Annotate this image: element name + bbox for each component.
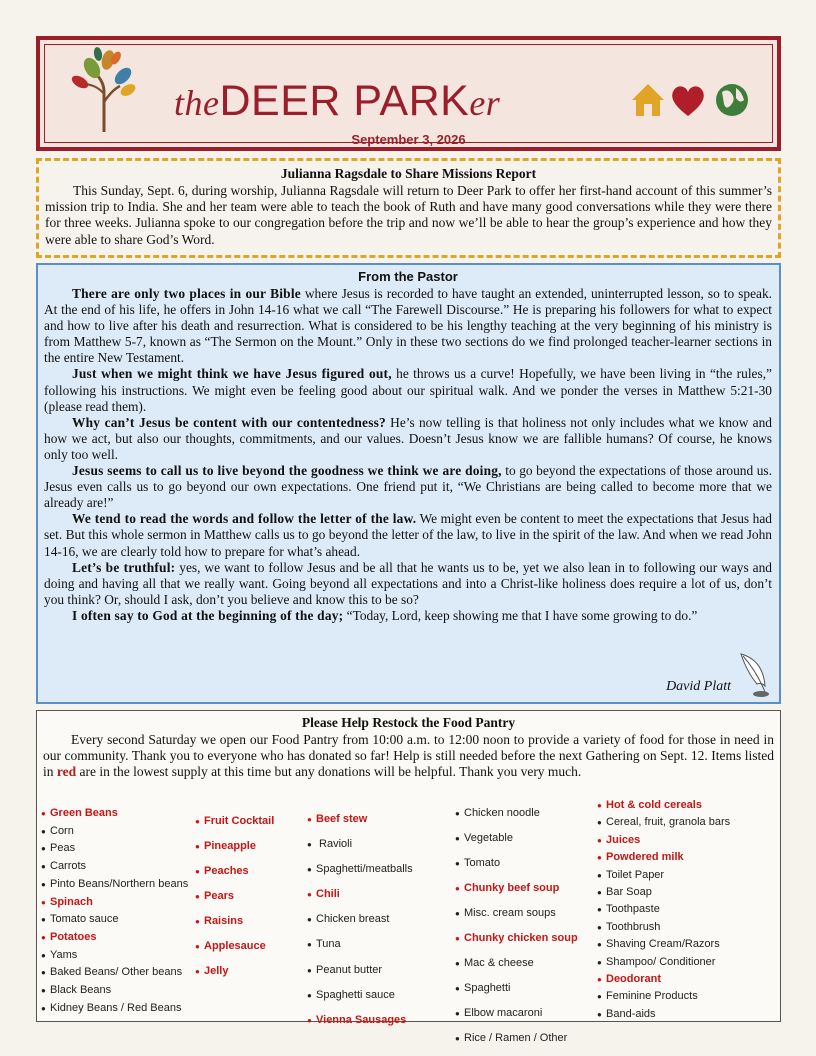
bullet-icon: ● [307,840,312,850]
pantry-column-household [597,797,730,1023]
pantry-item [195,959,274,984]
pantry-item-label: Toilet Paper [606,868,665,881]
missions-section [36,158,781,258]
masthead-icons [628,80,752,120]
missions-body: This Sunday, Sept. 6, during worship, Julianna Ragsdale will return to Deer Park to offer her first-hand account of this summer’s mission trip to India. She and her team were able to teach the book of Ruth and have many good conversations while they were there for three weeks. Julianna spoke to our congregation before the trip and now we’ll be able to hear the group’s experience and how they were able to share God’s Word. [45,183,772,247]
bullet-icon: ● [195,842,200,851]
pantry-item [41,964,188,982]
pantry-item-label: Beef stew [316,813,368,825]
bullet-icon: ● [41,932,46,942]
bullet-icon: ● [195,917,200,926]
bullet-icon: ● [41,968,46,978]
pantry-item [41,840,188,858]
pantry-item [41,805,188,823]
bullet-icon: ● [597,818,602,828]
pantry-item-label: Juices [606,833,641,846]
pantry-body-text: are in the lowest supply at this time but any donations will be helpful. Thank you very much. [76,764,582,780]
pantry-item [41,858,188,876]
pantry-item [307,983,413,1008]
issue-date: September 3, 2026 [351,132,466,147]
pantry-item [195,859,274,884]
pantry-item [597,1006,730,1023]
pantry-column-soups [455,801,578,1051]
pantry-item [41,823,188,841]
pantry-item [597,936,730,953]
title-the: the [174,83,220,123]
bullet-icon: ● [41,844,46,854]
bullet-icon: ● [41,809,46,818]
paragraph-lead: Why can’t Jesus be content with our contentedness? [72,414,386,430]
pantry-item [455,951,578,976]
home-icon [632,84,664,116]
pantry-item-label: Pinto Beans/Northern beans [50,877,189,890]
pantry-item [41,982,188,1000]
pantry-item [455,926,578,951]
bullet-icon: ● [597,888,602,898]
tree-logo-icon [68,46,140,134]
pantry-body [43,732,774,781]
pantry-item [307,882,413,907]
pantry-item-label: Chicken noodle [464,807,540,819]
pantry-item [597,884,730,901]
pantry-item-label: Kidney Beans / Red Beans [50,1001,182,1014]
bullet-icon: ● [307,990,312,1000]
bullet-icon: ● [41,862,46,872]
bullet-icon: ● [41,879,46,889]
pantry-item [307,832,413,857]
bullet-icon: ● [41,986,46,996]
paragraph-text: where Jesus is recorded to have taught an extended, uninterrupted lesson, so to speak. At the end of his life, he offers in John 14-16 what we call “The Farewell Discourse.” He is preparing his followers for what to expect and how to live after his death and resurrection. What is considered to be his lengthy teaching at the very beginning of his ministry is from Matthew 5-7, known as “The Sermon on the Mount.” Only in these two sections do we find prolonged teacher-learner sections in the entire New Testament. [44,286,773,366]
pantry-item [41,929,188,947]
pantry-item-label: Peaches [204,865,249,877]
pantry-column-fruit [195,809,274,984]
pantry-item-label: Tomato sauce [50,913,119,926]
pantry-item-label: Pears [204,890,234,902]
bullet-icon: ● [195,942,200,951]
pantry-item-label: Green Beans [50,807,118,819]
bullet-icon: ● [455,984,460,993]
pantry-item [455,901,578,926]
pantry-item-label: Chili [316,888,340,901]
pantry-item-label: Toothbrush [606,920,661,933]
bullet-icon: ● [597,940,602,950]
title-er: er [469,83,501,123]
paragraph-text: “Today, Lord, keep showing me that I have some growing to do.” [343,607,698,623]
bullet-icon: ● [597,835,602,845]
bullet-icon: ● [455,1034,460,1043]
pantry-item [597,797,730,814]
pantry-item-label: Raisins [204,915,244,927]
paragraph-text: he throws us a curve! Hopefully, we have been living in “the rules,” following his instructions. We might even be feeling good about our spiritual walk. And we ponder the verses in Matthew 5:21-30 (please read them). [44,366,772,414]
pantry-item [307,958,413,983]
pantry-item-label: Tuna [316,938,341,951]
pantry-item-label: Jelly [204,965,229,977]
pantry-item [597,971,730,988]
pantry-item [455,1026,578,1051]
pantry-item-label: Carrots [50,860,87,873]
bullet-icon: ● [41,915,46,925]
pantry-item-label: Peas [50,842,76,855]
pantry-item [307,807,413,832]
pastor-section [36,263,781,704]
bullet-icon: ● [597,957,602,967]
bullet-icon: ● [307,890,312,900]
pantry-item-label: Spaghetti [464,982,511,994]
pastor-paragraph [44,463,772,511]
pantry-item [597,814,730,831]
pantry-item [41,876,188,894]
bullet-icon: ● [307,1015,312,1025]
bullet-icon: ● [41,950,46,960]
bullet-icon: ● [455,834,460,843]
bullet-icon: ● [455,959,460,968]
bullet-icon: ● [41,897,46,907]
pantry-body-red: red [56,764,77,780]
pantry-item [455,976,578,1001]
bullet-icon: ● [455,1009,460,1018]
pantry-item [307,1008,413,1033]
globe-icon [716,84,748,116]
pantry-item-label: Spinach [50,895,93,908]
quill-icon [735,652,771,698]
pantry-item [597,849,730,866]
pantry-item-label: Potatoes [50,930,97,943]
bullet-icon: ● [195,892,200,901]
pastor-paragraph [44,415,772,463]
pantry-item [455,1001,578,1026]
pantry-item [307,857,413,882]
pantry-item-label: Corn [50,824,74,837]
bullet-icon: ● [597,853,602,863]
pantry-item [195,809,274,834]
bullet-icon: ● [307,940,312,950]
paragraph-text: We might even be content to meet the expectations that Jesus had set. But this whole sermon in Matthew calls us to go beyond the letter of the law, to live in the spirit of the law. And when we read John 14-16, we are clearly told how to prepare for what’s ahead. [44,511,772,559]
pantry-item [455,801,578,826]
paragraph-lead: We tend to read the words and follow the letter of the law. [72,511,417,527]
pantry-item-label: Shaving Cream/Razors [606,938,720,951]
pantry-body-text: Every second Saturday we open our Food Pantry from 10:00 a.m. to 12:00 noon to provide a variety of food for those in need in our community. Thank you to everyone who has donated so far! Help is still needed before the next Gathering on Sept. 12. Items listed in [43,732,774,780]
pantry-item [597,901,730,918]
pantry-item-label: Vegetable [464,832,513,844]
pantry-item-label: Fruit Cocktail [204,815,275,827]
bullet-icon: ● [455,934,460,943]
paragraph-lead: I often say to God at the beginning of the day; [72,607,344,623]
pantry-item-label: Applesauce [204,940,266,952]
bullet-icon: ● [455,884,460,893]
pastor-paragraph [44,366,772,414]
paragraph-text: to go beyond the expectations of those around us. Jesus even calls us to go beyond our own expectations. One friend put it, “We Christians are being called to become more that we already are!” [44,463,772,511]
pantry-item-label: Bar Soap [606,886,652,899]
pantry-item-label: Ravioli [316,838,353,851]
pantry-item-label: Spaghetti sauce [316,988,395,1001]
pantry-item-label: Powdered milk [606,851,684,864]
pantry-item-label: Pineapple [204,840,256,852]
bullet-icon: ● [597,801,602,810]
pantry-column-meals [307,807,413,1033]
pantry-item [597,988,730,1005]
bullet-icon: ● [455,909,460,918]
pantry-item-label: Feminine Products [606,990,698,1003]
bullet-icon: ● [455,859,460,868]
bullet-icon: ● [307,815,312,824]
pantry-item [597,954,730,971]
bullet-icon: ● [41,1003,46,1013]
paragraph-lead: There are only two places in our Bible [72,286,301,301]
pantry-item [455,826,578,851]
pantry-item [455,851,578,876]
pantry-item [597,919,730,936]
paragraph-lead: Let’s be truthful: [72,559,176,575]
pantry-item-label: Chicken breast [316,913,390,926]
bullet-icon: ● [307,915,312,925]
pantry-section [36,710,781,1044]
bullet-icon: ● [597,992,602,1002]
pastor-paragraph [44,286,772,366]
pantry-item-label: Misc. cream soups [464,907,556,919]
pantry-item-label: Yams [50,948,78,961]
pantry-column-vegetables [41,805,188,1017]
pantry-item-label: Chunky beef soup [464,882,560,894]
pastor-signature: David Platt [666,679,731,694]
pantry-item-label: Baked Beans/ Other beans [50,966,183,979]
heart-icon [672,86,704,116]
pantry-item [455,876,578,901]
pantry-item-label: Vienna Sausages [316,1013,407,1026]
pantry-item-label: Black Beans [50,984,112,997]
pantry-item-label: Tomato [464,857,501,869]
pantry-item-label: Peanut butter [316,963,383,976]
pantry-item-label: Chunky chicken soup [464,932,578,944]
paragraph-lead: Just when we might think we have Jesus figured out, [72,366,392,382]
missions-title: Julianna Ragsdale to Share Missions Report [280,166,537,181]
pantry-item-label: Shampoo/ Conditioner [606,955,716,968]
pantry-item-label: Rice / Ramen / Other [464,1032,568,1044]
paragraph-text: yes, we want to follow Jesus and be all that he wants us to be, yet we also lean in to following our ways and doing and having all that we really want. Going beyond all expectations and into a Christ-like holiness does require a lot of us, don’t you think? Or, should I ask, don’t you believe and know this to be so? [44,559,772,607]
bullet-icon: ● [597,922,602,932]
pantry-item [195,884,274,909]
pantry-item-label: Toothpaste [606,903,660,916]
pantry-item [597,867,730,884]
pantry-item [307,932,413,957]
pantry-item [195,834,274,859]
bullet-icon: ● [307,965,312,975]
pantry-item-label: Mac & cheese [464,957,534,969]
bullet-icon: ● [195,967,200,976]
newsletter-title [174,77,501,125]
bullet-icon: ● [597,905,602,915]
bullet-icon: ● [195,867,200,876]
pantry-item-label: Cereal, fruit, granola bars [606,816,731,829]
pantry-item [41,894,188,912]
pantry-item-label: Elbow macaroni [464,1007,543,1019]
pastor-title: From the Pastor [358,269,458,284]
pantry-item-label: Deodorant [606,973,661,986]
pantry-item [41,947,188,965]
bullet-icon: ● [597,975,602,985]
pantry-title: Please Help Restock the Food Pantry [301,715,516,730]
pantry-item-label: Spaghetti/meatballs [316,863,413,876]
pantry-item [41,1000,188,1018]
paragraph-text: He’s now telling is that holiness not only includes what we know and how we act, but also our thoughts, commitments, and our values. Doesn’t Jesus know we are fallible humans? Of course, he knows only too well. [44,414,772,462]
pastor-paragraph [44,511,772,559]
masthead [36,36,781,151]
bullet-icon: ● [41,826,46,836]
pantry-item [195,934,274,959]
bullet-icon: ● [597,1009,602,1019]
pantry-item [597,832,730,849]
bullet-icon: ● [307,865,312,875]
bullet-icon: ● [195,817,200,826]
pastor-paragraph [44,560,772,608]
bullet-icon: ● [455,809,460,818]
pastor-paragraph [44,608,772,624]
pantry-item-label: Hot & cold cereals [606,799,702,811]
pantry-item [195,909,274,934]
pantry-item-label: Band-aids [606,1007,656,1020]
bullet-icon: ● [597,870,602,880]
paragraph-lead: Jesus seems to call us to live beyond the goodness we think we are doing, [72,463,502,479]
title-main: DEER PARK [219,77,470,125]
pantry-item [307,907,413,932]
pantry-item [41,911,188,929]
